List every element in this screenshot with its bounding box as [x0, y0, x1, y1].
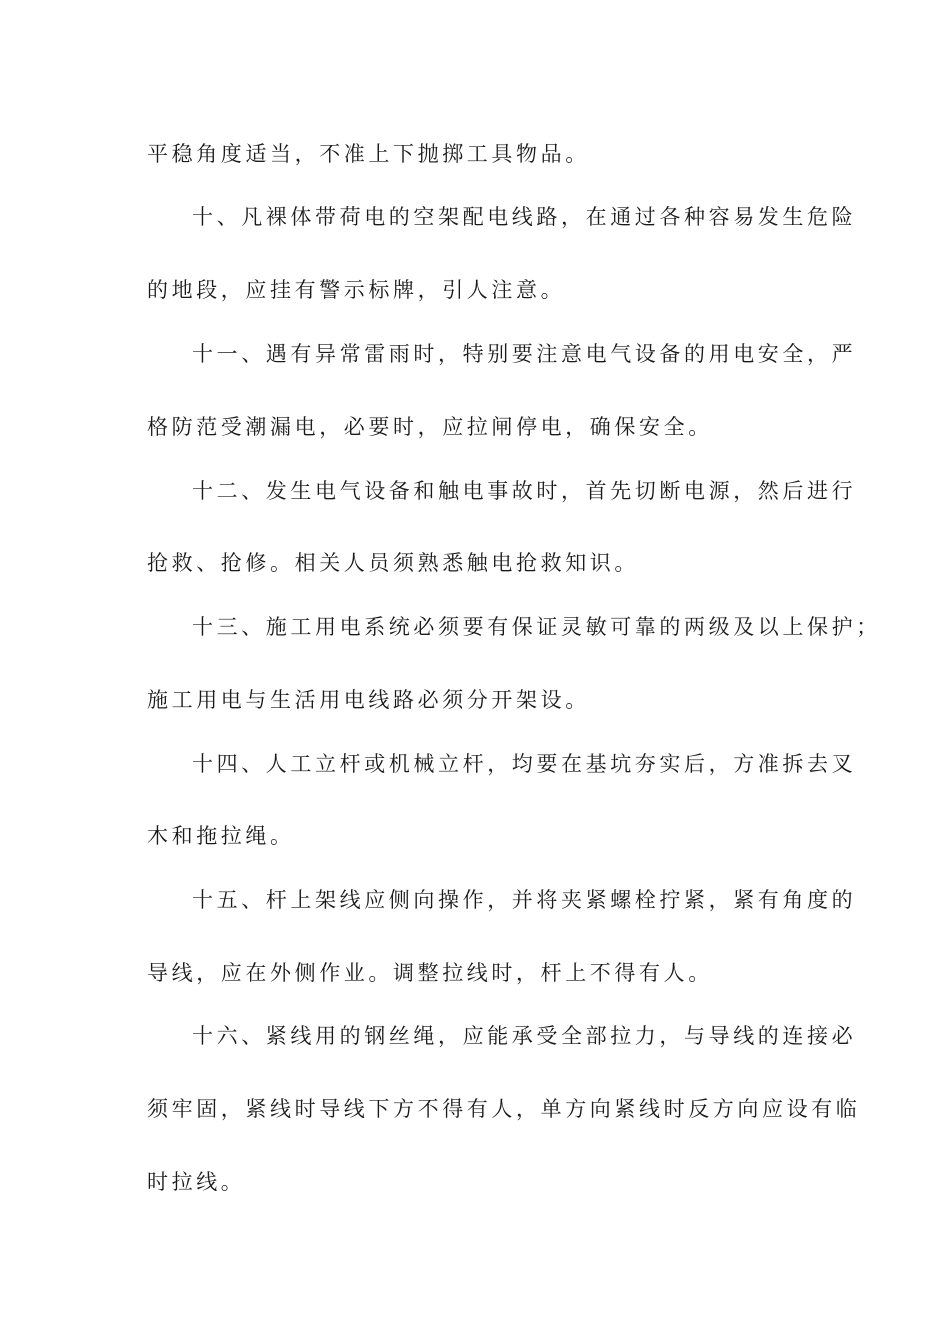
clause-14-line-2: 木和拖拉绳。	[147, 824, 295, 848]
clause-12-line-1: 十二、发生电气设备和触电事故时，首先切断电源，然后进行	[192, 479, 857, 503]
clause-15-line-1: 十五、杆上架线应侧向操作，并将夹紧螺栓拧紧，紧有角度的	[192, 888, 857, 912]
clause-15-line-2: 导线，应在外侧作业。调整拉线时，杆上不得有人。	[147, 961, 713, 985]
clause-12-line-2: 抢救、抢修。相关人员须熟悉触电抢救知识。	[147, 551, 639, 575]
clause-16-line-2: 须牢固，紧线时导线下方不得有人，单方向紧线时反方向应设有临	[147, 1097, 861, 1121]
paragraph-continuation: 平稳角度适当，不准上下抛掷工具物品。	[147, 142, 590, 166]
clause-13-line-1: 十三、施工用电系统必须要有保证灵敏可靠的两级及以上保护；	[192, 615, 881, 639]
clause-11-line-2: 格防范受潮漏电，必要时，应拉闸停电，确保安全。	[147, 415, 713, 439]
clause-10-line-2: 的地段，应挂有警示标牌，引人注意。	[147, 278, 566, 302]
clause-16-line-3: 时拉线。	[147, 1170, 246, 1194]
clause-11-line-1: 十一、遇有异常雷雨时，特别要注意电气设备的用电安全，严	[192, 342, 857, 366]
clause-10-line-1: 十、凡裸体带荷电的空架配电线路，在通过各种容易发生危险	[192, 205, 857, 229]
clause-13-line-2: 施工用电与生活用电线路必须分开架设。	[147, 688, 590, 712]
clause-16-line-1: 十六、紧线用的钢丝绳，应能承受全部拉力，与导线的连接必	[192, 1024, 857, 1048]
clause-14-line-1: 十四、人工立杆或机械立杆，均要在基坑夯实后，方准拆去叉	[192, 752, 857, 776]
